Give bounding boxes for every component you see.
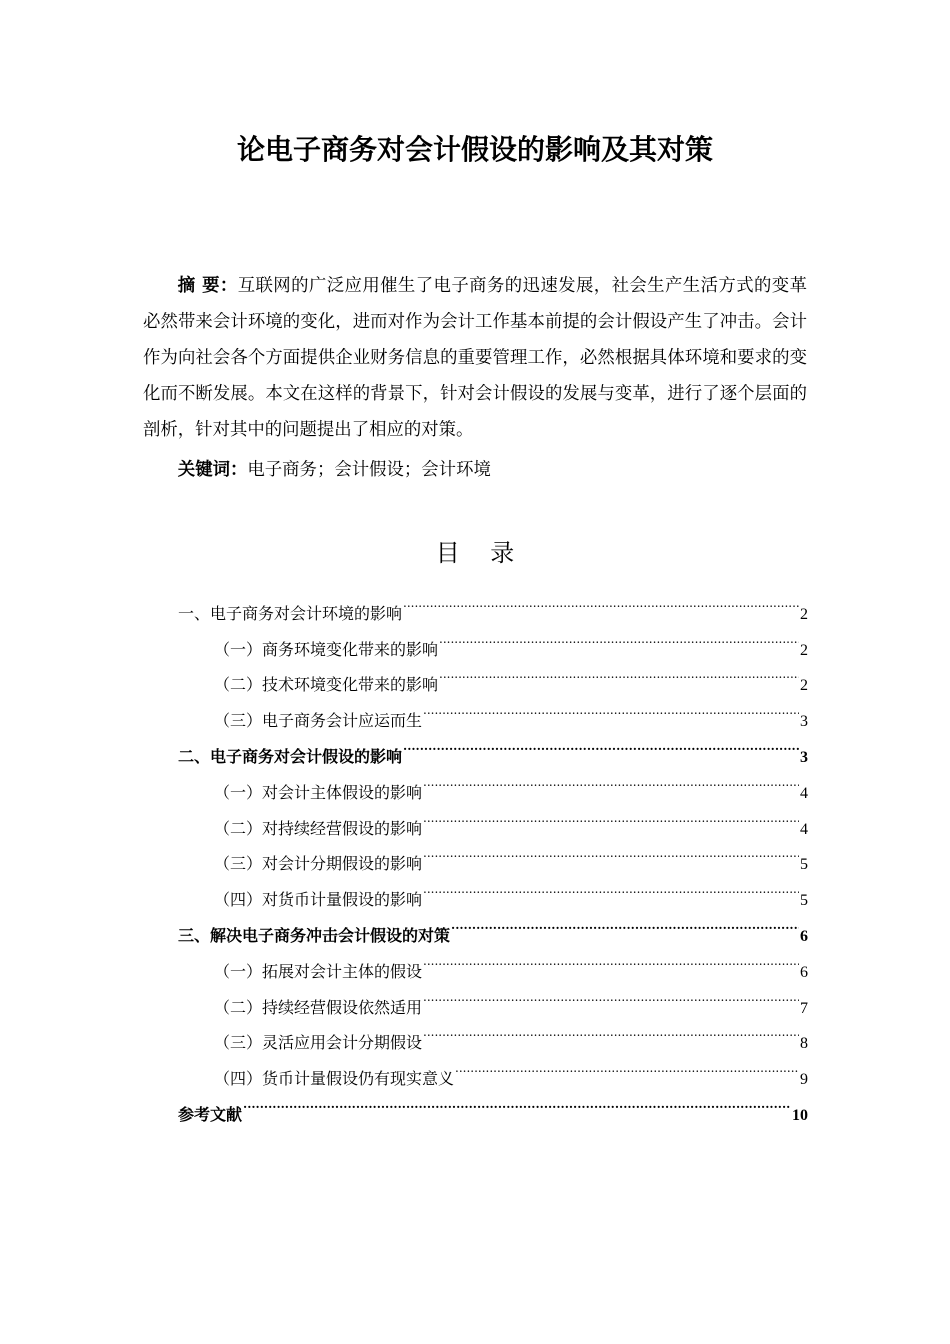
toc-entry-page: 2 [800,677,808,695]
keywords-line [143,452,807,488]
toc-dot-leader [423,834,799,870]
toc-dot-leader [451,905,799,941]
abstract-label: 摘 要： [177,276,238,296]
toc-entry-text: （三）灵活应用会计分期假设 [214,1033,423,1053]
keywords-label: 关键词： [177,460,248,480]
toc-entry-page: 9 [800,1071,808,1089]
toc-dot-leader [423,869,799,905]
toc-entry-page: 10 [792,1106,808,1124]
toc-entry-text: 参考文献 [178,1104,243,1124]
toc-entry-page: 6 [800,963,808,981]
toc-entry-text: 二、电子商务对会计假设的影响 [178,746,403,766]
toc-dot-leader [423,690,799,726]
toc-dot-leader [423,1013,799,1049]
toc-dot-leader [455,1048,799,1084]
keywords-text: 电子商务；会计假设；会计环境 [247,460,491,480]
toc-entry-references[interactable] [178,1084,808,1124]
toc-entry-page: 3 [800,748,808,766]
toc-dot-leader [243,1084,791,1120]
toc-dot-leader [423,798,799,834]
abstract-text: 互联网的广泛应用催生了电子商务的迅速发展，社会生产生活方式的变革必然带来会计环境的变化，进而对作为会计工作基本前提的会计假设产生了冲击。会计作为向社会各个方面提供企业财务信息的重要管理工作，必然根据具体环境和要求的变化而不断发展。本文在这样的背景下，针对会计假设的发展与变革，进行了逐个层面的剖析，针对其中的问题提出了相应的对策。 [143,276,807,440]
toc-dot-leader [403,726,799,762]
document-title: 论电子商务对会计假设的影响及其对策 [236,133,713,166]
toc-entry-page: 5 [800,856,808,874]
abstract-paragraph [143,268,807,448]
toc-entry-text: 三、解决电子商务冲击会计假设的对策 [178,925,451,945]
toc-entry-text: （四）货币计量假设仍有现实意义 [214,1069,455,1089]
toc-dot-leader [439,655,799,691]
toc-title: 目 录 [435,539,515,567]
toc-entry-text: （二）对持续经营假设的影响 [214,818,423,838]
toc-entry-text: （三）对会计分期假设的影响 [214,854,423,874]
table-of-contents [178,583,808,1124]
toc-entry-text: （三）电子商务会计应运而生 [214,711,423,731]
toc-entry-page: 4 [800,784,808,802]
toc-entry-text: （二）技术环境变化带来的影响 [214,675,439,695]
toc-entry-page: 3 [800,713,808,731]
toc-entry-text: （一）拓展对会计主体的假设 [214,961,423,981]
toc-dot-leader [423,977,799,1013]
toc-entry-page: 6 [800,927,808,945]
toc-dot-leader [423,941,799,977]
toc-dot-leader [403,583,799,619]
toc-entry-text: （四）对货币计量假设的影响 [214,890,423,910]
toc-entry-page: 5 [800,892,808,910]
toc-entry-page: 7 [800,999,808,1017]
toc-entry-page: 4 [800,820,808,838]
toc-entry-text: （二）持续经营假设依然适用 [214,997,423,1017]
toc-entry-text: 一、电子商务对会计环境的影响 [178,603,403,623]
toc-entry-text: （一）商务环境变化带来的影响 [214,639,439,659]
toc-entry-page: 2 [800,641,808,659]
toc-entry-section-1[interactable] [178,583,808,623]
toc-entry-page: 2 [800,605,808,623]
toc-dot-leader [439,619,799,655]
toc-dot-leader [423,762,799,798]
toc-entry-text: （一）对会计主体假设的影响 [214,782,423,802]
toc-entry-page: 8 [800,1035,808,1053]
